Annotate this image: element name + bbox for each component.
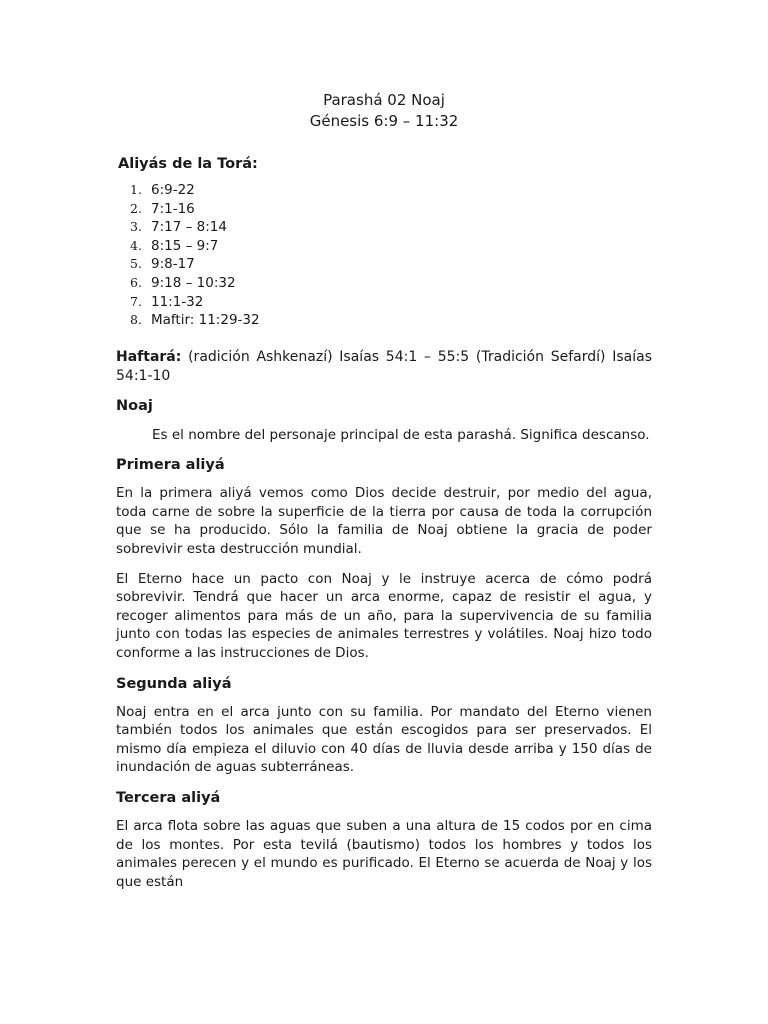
segunda-paragraph-1: Noaj entra en el arca junto con su familia. Por mandato del Eterno vienen también todos los animales que están escogidos para ser preservados. El mismo día empieza el diluvio con 40 días de lluvia desde arriba y 150 días de inundación de aguas subterráneas. bbox=[116, 703, 652, 776]
list-item bbox=[130, 200, 652, 219]
haftara-paragraph bbox=[116, 348, 652, 386]
list-text: 6:9-22 bbox=[151, 182, 195, 198]
list-number: 6. bbox=[130, 274, 142, 290]
list-item bbox=[130, 181, 652, 200]
title-block bbox=[116, 90, 652, 132]
list-text: 9:18 – 10:32 bbox=[151, 274, 236, 291]
list-item bbox=[130, 311, 652, 330]
list-text: 9:8-17 bbox=[151, 256, 195, 273]
list-number: 1. bbox=[130, 182, 142, 197]
parasha-title: Parashá 02 Noaj bbox=[323, 91, 445, 109]
list-number: 3. bbox=[130, 219, 142, 235]
list-number: 2. bbox=[130, 200, 142, 216]
primera-paragraph-1: En la primera aliyá vemos como Dios decide destruir, por medio del agua, toda carne de sobre la superficie de la tierra por causa de toda la corrupción que se ha producido. Sólo la familia de Noaj obtiene la gracia de poder sobrevivir esta destrucción mundial. bbox=[116, 485, 652, 558]
list-item bbox=[130, 274, 652, 293]
noaj-heading: Noaj bbox=[116, 397, 153, 414]
list-number: 5. bbox=[130, 256, 142, 272]
list-text: 7:1-16 bbox=[151, 200, 195, 217]
list-item bbox=[130, 255, 652, 274]
list-item bbox=[130, 293, 652, 312]
list-number: 8. bbox=[130, 312, 142, 328]
list-item bbox=[130, 218, 652, 237]
list-number: 4. bbox=[130, 237, 142, 253]
list-text: 11:1-32 bbox=[151, 293, 204, 310]
segunda-aliya-heading: Segunda aliyá bbox=[116, 675, 232, 692]
list-item bbox=[130, 237, 652, 256]
parasha-reference: Génesis 6:9 – 11:32 bbox=[309, 112, 459, 130]
primera-paragraph-2: El Eterno hace un pacto con Noaj y le instruye acerca de cómo podrá sobrevivir. Tendrá que hacer un arca enorme, capaz de resistir el agua, y recoger alimentos para más de un año, para la supervivencia de su familia junto con todas las especies de animales terrestres y volátiles. Noaj hizo todo conforme a las instrucciones de Dios. bbox=[116, 570, 652, 661]
tercera-paragraph-1: El arca flota sobre las aguas que suben a una altura de 15 codos por en cima de los montes. Por esta tevilá (bautismo) todos los hombres y todos los animales perecen y el mundo es purificado. El Eterno se acuerda de Noaj y los que están bbox=[116, 817, 652, 890]
list-text: 8:15 – 9:7 bbox=[151, 237, 219, 254]
document-page bbox=[116, 90, 652, 902]
list-number: 7. bbox=[130, 293, 142, 309]
aliyas-list bbox=[116, 181, 652, 330]
noaj-description: Es el nombre del personaje principal de esta parashá. Significa descanso. bbox=[152, 426, 650, 443]
primera-aliya-heading: Primera aliyá bbox=[116, 457, 225, 474]
tercera-aliya-heading: Tercera aliyá bbox=[116, 789, 221, 806]
list-text: Maftir: 11:29-32 bbox=[151, 312, 260, 329]
haftara-label: Haftará: bbox=[116, 348, 182, 365]
aliyas-heading: Aliyás de la Torá: bbox=[118, 156, 258, 172]
list-text: 7:17 – 8:14 bbox=[151, 219, 227, 236]
haftara-text: (radición Ashkenazí) Isaías 54:1 – 55:5 (Tradición Sefardí) Isaías 54:1-10 bbox=[116, 348, 652, 384]
